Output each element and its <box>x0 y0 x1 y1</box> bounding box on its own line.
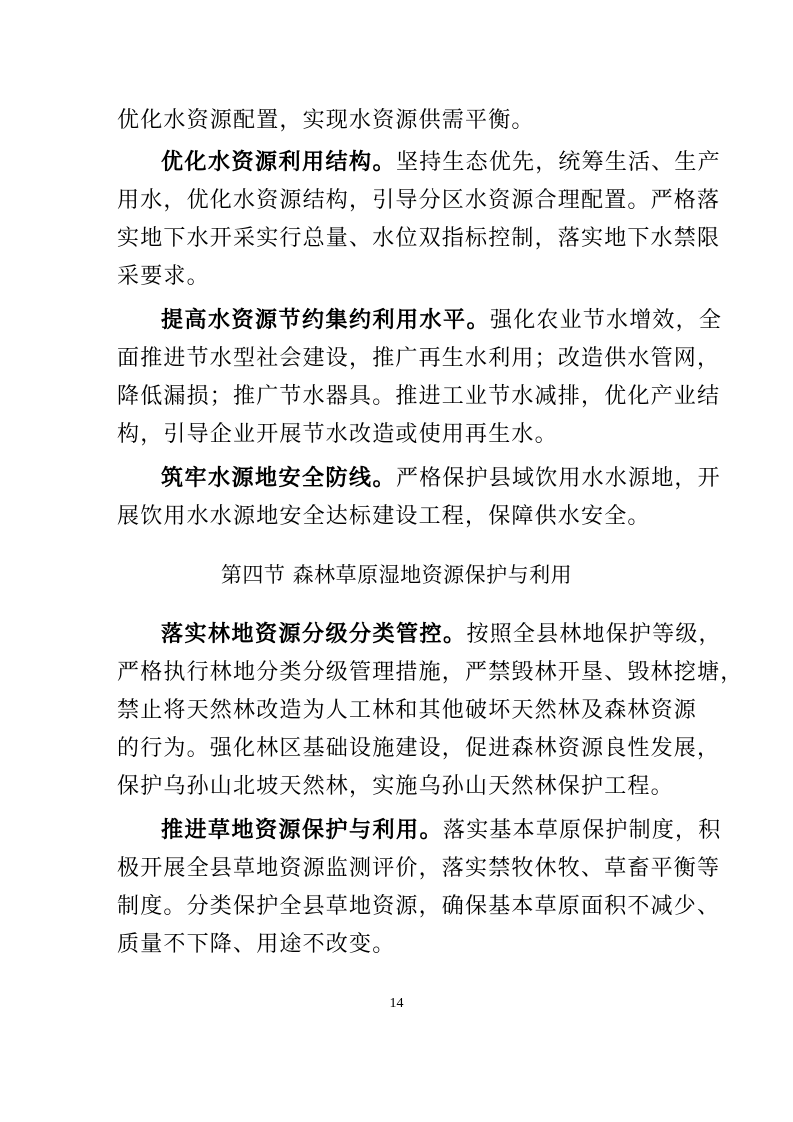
paragraph-line <box>117 262 677 292</box>
paragraph-lead: 提高水资源节约集约利用水平。 <box>161 308 491 333</box>
body-text: 降低漏损；推广节水器具。推进工业节水减排，优化产业结 <box>117 384 721 409</box>
paragraph-line <box>117 344 721 374</box>
paragraph-line <box>117 658 744 688</box>
section-heading: 第四节 森林草原湿地资源保护与利用 <box>220 563 573 587</box>
body-text: 严格执行林地分类分级管理措施，严禁毁林开垦、毁林挖塘， <box>117 660 744 685</box>
paragraph-line <box>117 734 721 764</box>
body-text: 强化农业节水增效，全 <box>490 308 723 333</box>
body-text: 制度。分类保护全县草地资源，确保基本草原面积不减少、 <box>117 894 721 919</box>
paragraph-line <box>117 224 721 254</box>
paragraph-line <box>117 306 723 336</box>
body-text: 优化水资源配置，实现水资源供需平衡。 <box>117 108 535 133</box>
paragraph-line <box>117 502 677 532</box>
paragraph-lead: 筑牢水源地安全防线。 <box>161 466 397 491</box>
body-text: 落实基本草原保护制度，积 <box>443 818 722 843</box>
paragraph-line <box>117 186 721 216</box>
body-text: 采要求。 <box>117 264 210 289</box>
body-text: 面推进节水型社会建设，推广再生水利用；改造供水管网， <box>117 346 721 371</box>
body-text: 的行为。强化林区基础设施建设，促进森林资源良性发展， <box>117 736 721 761</box>
body-text: 构，引导企业开展节水改造或使用再生水。 <box>117 422 558 447</box>
paragraph-line <box>117 930 677 960</box>
body-text: 实地下水开采实行总量、水位双指标控制，落实地下水禁限 <box>117 226 721 251</box>
body-text: 严格保护县域饮用水水源地，开 <box>396 466 721 491</box>
page-number: 14 <box>389 996 404 1011</box>
paragraph-line <box>117 106 677 136</box>
paragraph-lead: 优化水资源利用结构。 <box>161 150 397 175</box>
body-text: 极开展全县草地资源监测评价，落实禁牧休牧、草畜平衡等 <box>117 856 721 881</box>
paragraph-lead: 落实林地资源分级分类管控。 <box>161 622 467 647</box>
body-text: 按照全县林地保护等级， <box>466 622 722 647</box>
paragraph-line <box>117 148 721 178</box>
paragraph-line <box>117 892 721 922</box>
paragraph-line <box>117 772 677 802</box>
paragraph-line <box>117 696 698 726</box>
body-text: 质量不下降、用途不改变。 <box>117 932 396 957</box>
paragraph-line <box>117 620 722 650</box>
body-text: 用水，优化水资源结构，引导分区水资源合理配置。严格落 <box>117 188 721 213</box>
body-text: 坚持生态优先，统筹生活、生产 <box>396 150 721 175</box>
paragraph-line <box>117 420 677 450</box>
paragraph-lead: 推进草地资源保护与利用。 <box>161 818 444 843</box>
paragraph-line <box>117 854 721 884</box>
body-text: 禁止将天然林改造为人工林和其他破坏天然林及森林资源 <box>117 698 698 723</box>
paragraph-line <box>117 382 721 412</box>
paragraph-line <box>117 464 721 494</box>
body-text: 保护乌孙山北坡天然林，实施乌孙山天然林保护工程。 <box>117 774 674 799</box>
paragraph-line <box>117 816 722 846</box>
body-text: 展饮用水水源地安全达标建设工程，保障供水安全。 <box>117 504 651 529</box>
